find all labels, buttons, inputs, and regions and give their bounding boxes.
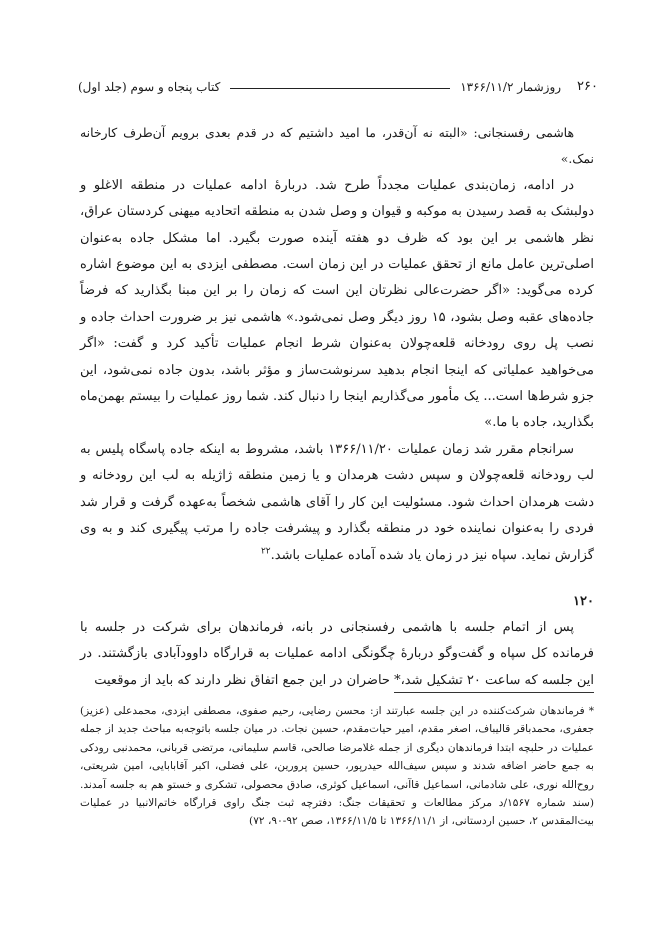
paragraph-decision-text: سرانجام مقرر شد زمان عملیات ۱۳۶۶/۱۱/۲۰ باشد، مشروط به اینکه جاده پاسگاه پلیس به لب رودخانه قلعه‌چولان و سپس دشت هرمدان و یا زمین منطقه ژاژیله به لب این رودخانه و دشت هرمدان احداث شود. مسئولیت این کار را آقای هاشمی شخصاً به‌عهده گرفت و قرار شد فردی را به‌عنوان نماینده خود در منطقه بگذارد و پیشرفت جاده را مرتب پیگیری کند و به وی گزارش نماید. سپاه نیز در زمان یاد شده آماده عملیات باشد. xyxy=(80,441,594,563)
book-title: کتاب پنجاه و سوم (جلد اول) xyxy=(78,80,221,94)
running-header xyxy=(78,72,598,94)
footnote-separator xyxy=(394,692,594,693)
diary-date: روزشمار ۱۳۶۶/۱۱/۲ xyxy=(460,80,562,94)
paragraph-quote: هاشمی رفسنجانی: «البته نه آن‌قدر، ما امید داشتیم که در قدم بعدی برویم آن‌طرف کارخانه نمک.» xyxy=(80,125,594,167)
footnote-marker: * xyxy=(588,705,594,717)
paragraph-decision xyxy=(80,437,594,569)
paragraph-schedule: در ادامه، زمان‌بندی عملیات مجدداً طرح شد. دربارهٔ ادامه عملیات در منطقه الاغلو و دولبشک به قصد رسیدن به موکبه و قیوان و وصل شدن به منطقه اتحادیه میهنی کردستان عراق، نظر هاشمی بر این بود که ظرف دو هفته آینده صورت بگیرد. اما مشکل جاده به‌عنوان اصلی‌ترین عامل مانع از تحقق عملیات در این زمان است. مصطفی ایزدی به این موضوع اشاره کرده می‌گوید: «اگر حضرت‌عالی نظرتان این است که زمان را بر این مبنا بگذارید که فرضاً جاده‌های عقبه وصل بشود، ۱۵ روز دیگر وصل نمی‌شود.» هاشمی نیز بر ضرورت احداث جاده و نصب پل روی رودخانه قلعه‌چولان به‌عنوان شرط انجام عملیات تأکید کرد و گفت: «اگر می‌خواهید عملیاتی که اینجا انجام بدهید سرنوشت‌ساز و مؤثر باشد، بدون جاده نمی‌شود، این جزو شرط‌ها است... یک مأمور می‌گذاریم اینجا را دنبال کند. شما روز عملیات را بیستم بهمن‌ماه بگذارید، جاده با ما.» xyxy=(80,177,595,431)
section-number: ۱۲۰ xyxy=(573,593,594,609)
paragraph-meeting: پس از اتمام جلسه با هاشمی رفسنجانی در بانه، فرماندهان برای شرکت در جلسه با فرمانده کل سپاه و گفت‌وگو دربارهٔ چگونگی ادامه عملیات به قرارگاه داوودآبادی بازگشتند. در این جلسه که ساعت ۲۰ تشکیل شد،* حاضران در این جمع اتفاق نظر دارند که باید از موقعیت xyxy=(80,619,594,688)
reference-note: ۲۲ xyxy=(260,546,271,557)
header-rule xyxy=(230,88,450,89)
footnote xyxy=(80,702,594,831)
page-number: ۲۶۰ xyxy=(577,79,598,94)
main-text xyxy=(80,120,594,694)
footnote-text: فرماندهان شرکت‌کننده در این جلسه عبارتند از: محسن رضایی، رحیم صفوی، مصطفی ایزدی، محمدعلی (عزیز) جعفری، محمدباقر قالیباف، اصغر مقدم، امیر حیات‌مقدم، حسین نجات. در میان جلسه باتوجه‌به مباحث جدید از جمله عملیات در حلبچه ابتدا فرماندهان دیگری از جمله غلامرضا صالحی، قاسم سلیمانی، مرتضی قربانی، محمدنبی رودکی به جمع حاضر اضافه شدند و سپس سیف‌الله حیدرپور، حسین پرورین، علی فضلی، اکبر آقابابایی، امین شریعتی، روح‌الله نوری، علی شادمانی، اسماعیل قاآنی، اسماعیل کوثری، صادق محصولی، تشکری و خستو هم به جلسه آمدند. (سند شماره ۱۵۶۷/د مرکز مطالعات و تحقیقات جنگ: دفترچه ثبت جنگ راوی قرارگاه خاتم‌الانبیا در عملیات بیت‌المقدس ۲، حسین اردستانی، از ۱۳۶۶/۱۱/۱ تا ۱۳۶۶/۱۱/۵، صص ۹۲-۹۰، ۷۲) xyxy=(80,705,594,828)
